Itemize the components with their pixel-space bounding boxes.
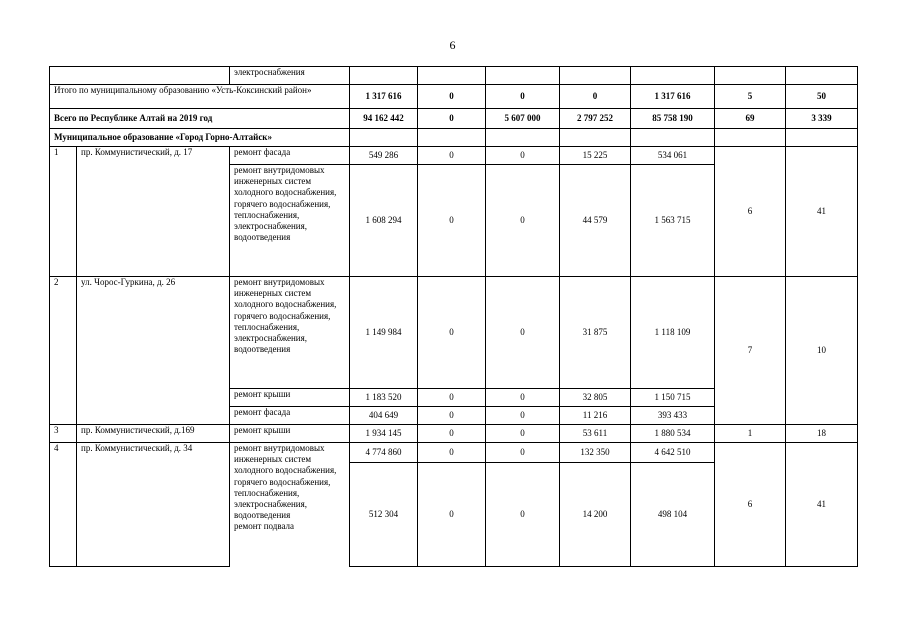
value-cell: 41: [786, 443, 858, 567]
total-cost-cell: 1 317 616: [350, 85, 418, 109]
value-cell: 0: [560, 85, 631, 109]
value-cell: 1 150 715: [631, 389, 715, 407]
value-cell: 0: [486, 463, 560, 567]
value-cell: 44 579: [560, 165, 631, 277]
value-cell: 3 339: [786, 109, 858, 129]
republic-total-label: Всего по Республике Алтай на 2019 год: [50, 109, 350, 129]
value-cell: 50: [786, 85, 858, 109]
cost-cell: 549 286: [350, 147, 418, 165]
value-cell: 1 317 616: [631, 85, 715, 109]
value-cell: 498 104: [631, 463, 715, 567]
value-cell: 2 797 252: [560, 109, 631, 129]
cost-cell: 404 649: [350, 407, 418, 425]
value-cell: 0: [418, 109, 486, 129]
district-total-label: Итого по муниципальному образованию «Усть-Коксинский район»: [50, 85, 350, 109]
entry-number: 3: [50, 425, 77, 443]
value-cell: 0: [418, 425, 486, 443]
value-cell: 0: [486, 85, 560, 109]
value-cell: 0: [486, 147, 560, 165]
value-cell: 53 611: [560, 425, 631, 443]
cost-cell: 1 183 520: [350, 389, 418, 407]
value-cell: 0: [418, 277, 486, 389]
value-cell: 0: [486, 165, 560, 277]
value-cell: 14 200: [560, 463, 631, 567]
value-cell: 15 225: [560, 147, 631, 165]
value-cell: 0: [486, 443, 560, 463]
value-cell: 18: [786, 425, 858, 443]
work-type-cell: ремонт крыши: [230, 425, 350, 443]
value-cell: 5: [715, 85, 786, 109]
value-cell: 1 880 534: [631, 425, 715, 443]
value-cell: 0: [418, 443, 486, 463]
value-cell: 10: [786, 277, 858, 425]
value-cell: 0: [418, 85, 486, 109]
district-total-row: [50, 85, 858, 109]
value-cell: 85 758 190: [631, 109, 715, 129]
work-type-cell: ремонт внутридомовых инженерных систем холодного водоснабжения, горячего водоснабжения, теплоснабжения, электроснабжения, водоотведения: [230, 277, 350, 389]
section-title: Муниципальное образование «Город Горно-Алтайск»: [50, 129, 350, 147]
value-cell: 41: [786, 147, 858, 277]
table-row: [50, 425, 858, 443]
value-cell: 31 875: [560, 277, 631, 389]
value-cell: 6: [715, 443, 786, 567]
value-cell: 0: [418, 147, 486, 165]
work-type-cell: ремонт фасада: [230, 147, 350, 165]
section-header-row: [50, 129, 858, 147]
address-cell: пр. Коммунистический, д. 34: [77, 443, 230, 567]
table-row: [50, 443, 858, 463]
value-cell: 0: [486, 425, 560, 443]
value-cell: 1: [715, 425, 786, 443]
cost-cell: 1 149 984: [350, 277, 418, 389]
address-cell: ул. Чорос-Гуркина, д. 26: [77, 277, 230, 425]
value-cell: 1 563 715: [631, 165, 715, 277]
cost-cell: 1 608 294: [350, 165, 418, 277]
table-row: [50, 67, 858, 85]
cost-cell: 512 304: [350, 463, 418, 567]
value-cell: 534 061: [631, 147, 715, 165]
value-cell: 4 642 510: [631, 443, 715, 463]
work-type-cell: ремонт крыши: [230, 389, 350, 407]
value-cell: 0: [418, 463, 486, 567]
work-type-cell: электроснабжения: [230, 67, 350, 85]
cost-cell: 4 774 860: [350, 443, 418, 463]
cost-cell: 1 934 145: [350, 425, 418, 443]
total-cost-cell: 94 162 442: [350, 109, 418, 129]
value-cell: 6: [715, 147, 786, 277]
value-cell: 132 350: [560, 443, 631, 463]
value-cell: 0: [418, 165, 486, 277]
address-cell: пр. Коммунистический, д. 17: [77, 147, 230, 277]
address-cell: пр. Коммунистический, д.169: [77, 425, 230, 443]
value-cell: 393 433: [631, 407, 715, 425]
value-cell: 0: [486, 389, 560, 407]
repair-program-table: [49, 66, 858, 567]
page-number: 6: [449, 38, 456, 52]
work-type-text: ремонт внутридомовых инженерных систем холодного водоснабжения, горячего водоснабжения, теплоснабжения, электроснабжения, водоотведения: [234, 443, 337, 521]
entry-number: 4: [50, 443, 77, 567]
table-row: [50, 277, 858, 389]
value-cell: 7: [715, 277, 786, 425]
entry-number: 2: [50, 277, 77, 425]
entry-number: 1: [50, 147, 77, 277]
value-cell: 11 216: [560, 407, 631, 425]
value-cell: 32 805: [560, 389, 631, 407]
work-type-text: ремонт подвала: [234, 521, 295, 532]
table-row: [50, 147, 858, 165]
value-cell: 0: [418, 389, 486, 407]
work-type-cell: ремонт фасада: [230, 407, 350, 425]
work-type-cell: [230, 443, 350, 567]
value-cell: 1 118 109: [631, 277, 715, 389]
value-cell: 0: [418, 407, 486, 425]
value-cell: 0: [486, 407, 560, 425]
value-cell: 5 607 000: [486, 109, 560, 129]
value-cell: 69: [715, 109, 786, 129]
work-type-cell: ремонт внутридомовых инженерных систем холодного водоснабжения, горячего водоснабжения, теплоснабжения, электроснабжения, водоотведения: [230, 165, 350, 277]
value-cell: 0: [486, 277, 560, 389]
republic-total-row: [50, 109, 858, 129]
